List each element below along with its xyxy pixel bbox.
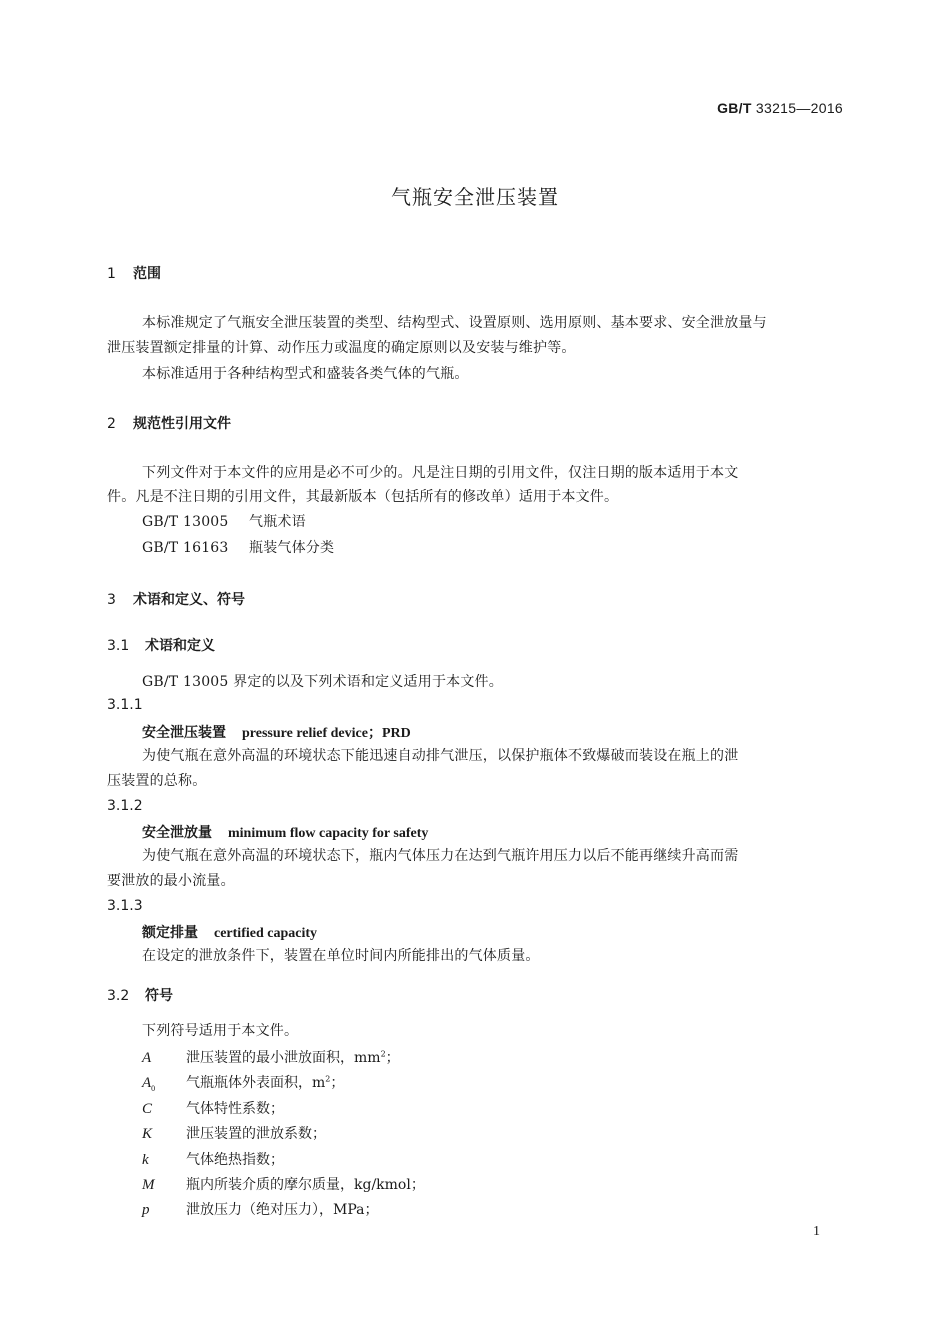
- symbol-description: 瓶内所装介质的摩尔质量，kg/kmol；: [186, 1177, 425, 1193]
- section-title: 规范性引用文件: [133, 416, 231, 432]
- symbol-entry: A 泄压装置的最小泄放面积，$mm^2$；: [142, 1049, 400, 1066]
- paragraph: 本标准适用于各种结构型式和盛装各类气体的气瓶。: [142, 366, 469, 382]
- section-3-heading: [107, 589, 245, 609]
- term-definition: 压装置的总称。: [107, 773, 207, 789]
- page-number: 1: [813, 1224, 820, 1239]
- symbol-description: 泄压装置的最小泄放面积，mm: [186, 1050, 381, 1066]
- symbol: K: [142, 1126, 153, 1142]
- section-2-heading: [107, 413, 231, 433]
- term-title: [142, 722, 411, 742]
- symbol-description: 泄压装置的泄放系数；: [186, 1126, 326, 1142]
- symbol-description: 气体绝热指数；: [186, 1152, 284, 1168]
- paragraph: 件。凡是不注日期的引用文件，其最新版本（包括所有的修改单）适用于本文件。: [107, 489, 619, 505]
- reference-item: [142, 510, 306, 536]
- symbol: M: [142, 1177, 155, 1193]
- paragraph: 泄压装置额定排量的计算、动作压力或温度的确定原则以及安装与维护等。: [107, 340, 576, 356]
- symbol-entry: [142, 1174, 425, 1194]
- symbol: A: [142, 1050, 152, 1066]
- paragraph: 下列文件对于本文件的应用是必不可少的。凡是注日期的引用文件，仅注日期的版本适用于本文: [142, 465, 739, 481]
- reference-name: 气瓶术语: [249, 514, 306, 530]
- section-3-1-heading: [107, 635, 215, 655]
- symbol-description: 气体特性系数；: [186, 1101, 284, 1117]
- term-english: pressure relief device；PRD: [242, 726, 411, 741]
- section-title: 术语和定义: [145, 638, 215, 654]
- symbol-entry: [142, 1123, 326, 1143]
- reference-code: GB/T 13005: [142, 514, 229, 530]
- symbol-entry: [142, 1199, 378, 1219]
- term-english: minimum flow capacity for safety: [228, 826, 429, 841]
- standard-prefix: GB/T: [717, 100, 752, 116]
- term-definition: 在设定的泄放条件下，装置在单位时间内所能排出的气体质量。: [142, 948, 540, 964]
- standard-number: [717, 100, 843, 116]
- term-english: certified capacity: [214, 926, 318, 941]
- paragraph: GB/T 13005 界定的以及下列术语和定义适用于本文件。: [142, 674, 503, 690]
- term-chinese: 安全泄放量: [142, 825, 212, 841]
- paragraph: 本标准规定了气瓶安全泄压装置的类型、结构型式、设置原则、选用原则、基本要求、安全泄放量与: [142, 315, 767, 331]
- symbol: k: [142, 1152, 149, 1168]
- symbol: $A_0$: [142, 1075, 156, 1093]
- symbol: C: [142, 1101, 153, 1117]
- standard-code: 33215—2016: [755, 100, 843, 116]
- section-title: 术语和定义、符号: [133, 592, 245, 608]
- term-title: [142, 822, 428, 842]
- term-number: 3.1.3: [107, 898, 143, 914]
- section-number: 3: [107, 592, 116, 608]
- reference-code: GB/T 16163: [142, 540, 229, 556]
- symbol-entry: [142, 1098, 284, 1118]
- section-number: 3.1: [107, 638, 130, 654]
- reference-item: [142, 536, 334, 562]
- term-chinese: 额定排量: [142, 925, 198, 941]
- term-definition: 为使气瓶在意外高温的环境状态下能迅速自动排气泄压，以保护瓶体不致爆破而装设在瓶上的泄: [142, 748, 739, 764]
- section-number: 2: [107, 416, 116, 432]
- term-number: 3.1.2: [107, 798, 143, 814]
- section-1-heading: [107, 263, 161, 283]
- symbol: p: [142, 1202, 150, 1218]
- section-title: 符号: [145, 988, 173, 1004]
- term-definition: 要泄放的最小流量。: [107, 873, 235, 889]
- symbol-description: 气瓶瓶体外表面积，m: [186, 1075, 326, 1091]
- paragraph: 下列符号适用于本文件。: [142, 1023, 299, 1039]
- term-definition: 为使气瓶在意外高温的环境状态下，瓶内气体压力在达到气瓶许用压力以后不能再继续升高而需: [142, 848, 739, 864]
- symbol-entry: [142, 1149, 284, 1169]
- symbol-description: 泄放压力（绝对压力），MPa；: [186, 1202, 379, 1218]
- section-3-2-heading: [107, 985, 173, 1005]
- document-title: 气瓶安全泄压装置: [391, 185, 559, 209]
- section-number: 1: [107, 266, 116, 282]
- section-number: 3.2: [107, 988, 130, 1004]
- term-title: [142, 922, 317, 942]
- term-number: 3.1.1: [107, 697, 143, 713]
- reference-name: 瓶装气体分类: [249, 540, 335, 556]
- term-chinese: 安全泄压装置: [142, 725, 226, 741]
- section-title: 范围: [133, 266, 161, 282]
- symbol-entry: $A_0$ 气瓶瓶体外表面积，$m^2$；: [142, 1074, 345, 1093]
